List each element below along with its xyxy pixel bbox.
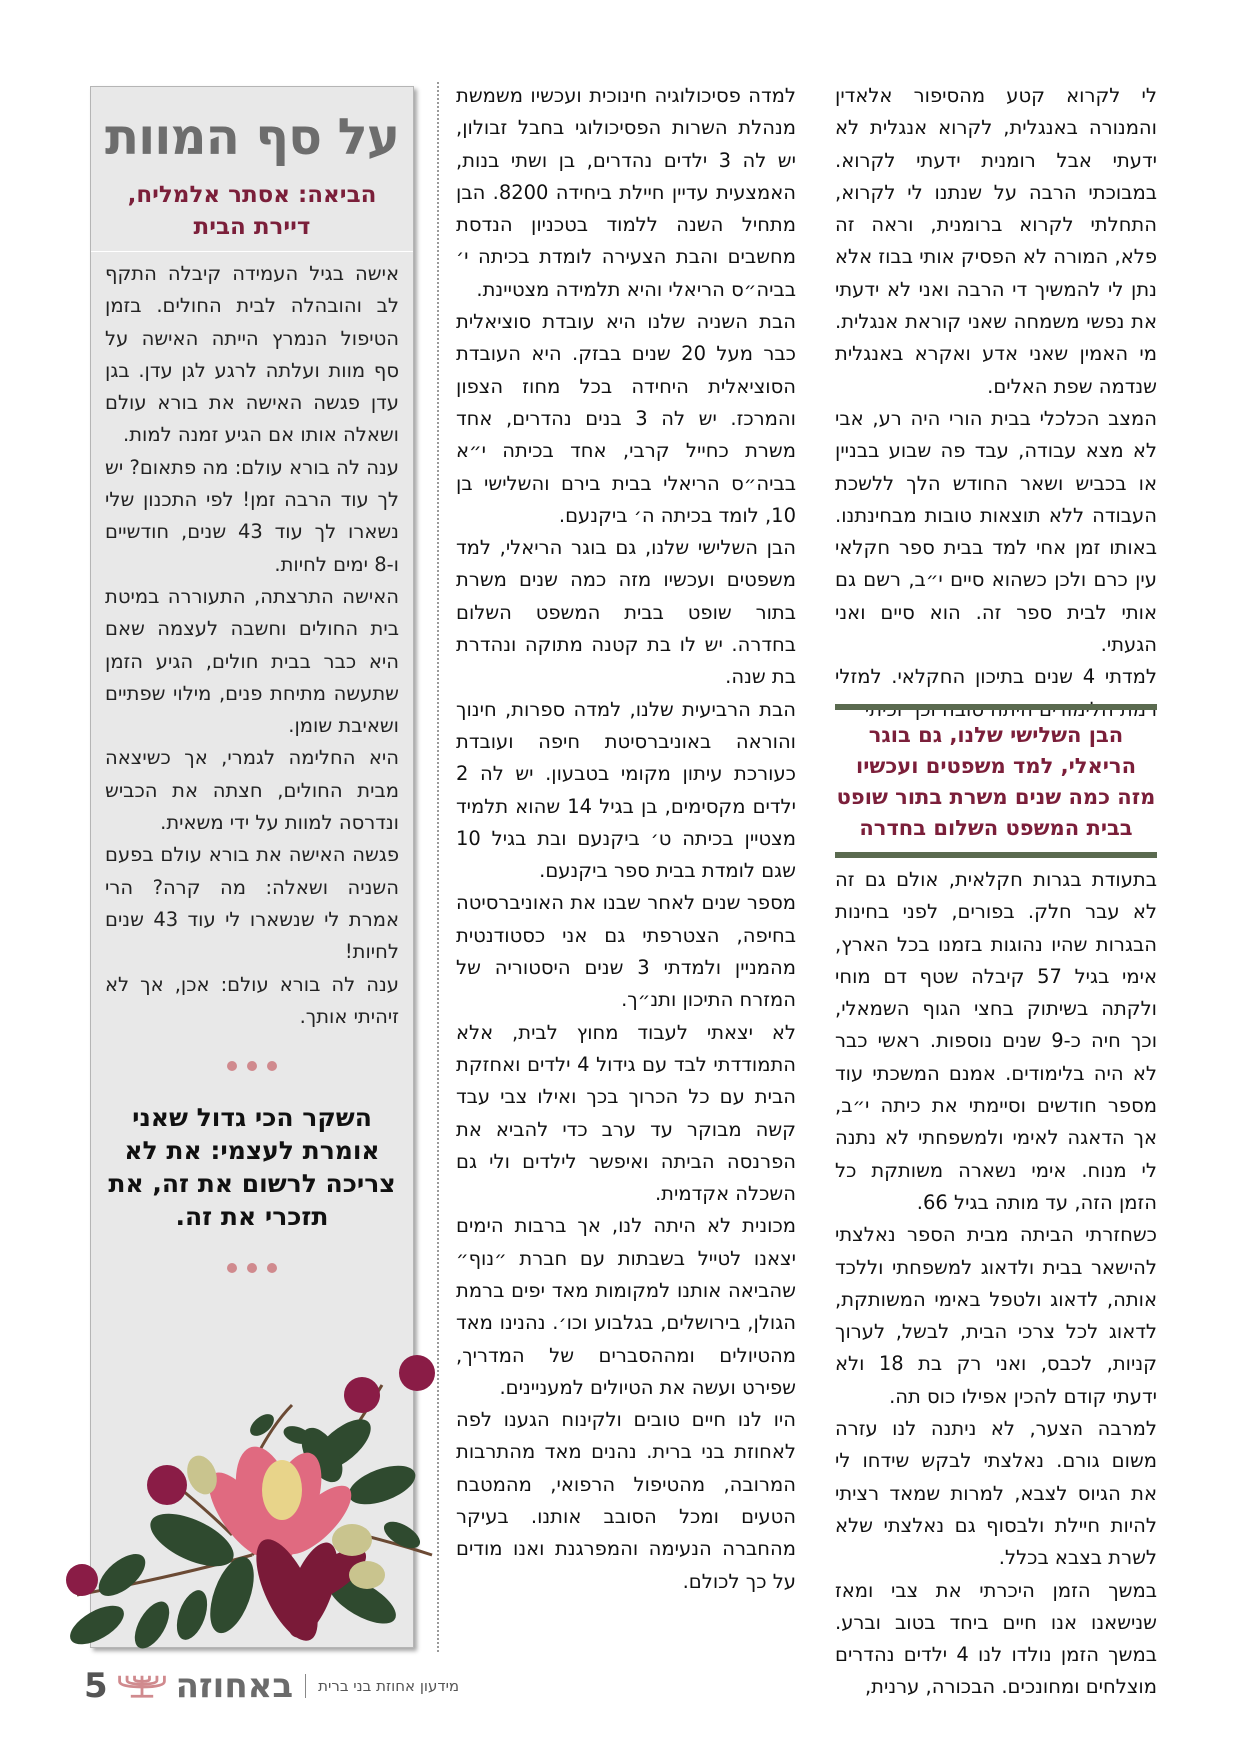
article-paragraph: הבת הרביעית שלנו, למדה ספרות, חינוך והוראה באוניברסיטת חיפה ועובדת כעורכת עיתון מקומי בטבעון. יש לה 2 ילדים מקסימים, בן בגיל 14 שהוא תלמיד מצטיין בכיתה ט׳ ביקנעם ובת בגיל 10 שגם לומדת בבית ספר ביקנעם. — [456, 697, 796, 883]
sidebar-title: על סף המוות — [104, 108, 400, 166]
article-column-right-top — [835, 80, 1157, 726]
footer-separator — [305, 1674, 306, 1698]
sidebar-content — [91, 87, 413, 1273]
sidebar-paragraph: אישה בגיל העמידה קיבלה התקף לב והובהלה לבית החולים. בזמן הטיפול הנמרץ הייתה האישה על סף מוות ועלתה לרגע לגן עדן. בגן עדן פגשה האישה את בורא עולם ושאלה אותו אם הגיע זמנה למות. — [105, 262, 399, 447]
page-number: 5 — [84, 1666, 108, 1706]
article-paragraph: מכונית לא היתה לנו, אך ברבות הימים יצאנו לטייל בשבתות עם חברת ״נוף״ שהביאה אותנו למקומות מאד יפים ברמת הגולן, בירושלים, בגלבוע וכו׳. נהנינו מאד מהטיולים ומההסברים של המדריך, שפירט ועשה את הטיולים למעניינים. — [456, 1214, 796, 1399]
dots-separator-bottom — [91, 1263, 413, 1273]
page-footer — [84, 1664, 504, 1708]
pull-quote: הבן השלישי שלנו, גם בוגר הריאלי, למד משפטים ועכשיו מזה כמה שנים משרת בתור שופט בבית המשפט השלום בחדרה — [835, 704, 1157, 858]
article-paragraph: היו לנו חיים טובים ולקינוח הגענו לפה לאחוזת בני ברית. נהנים מאד מהתרבות המרובה, מהטיפול הרפואי, מהמטבח הטעים ומכל הסובב אותנו. בעיקר מהחברה הנעימה והמפרגנת ואנו מודים על כך לכולם. — [456, 1408, 796, 1593]
sidebar-paragraph: האישה התרצתה, התעוררה במיטת בית החולים וחשבה לעצמה שאם היא כבר בבית חולים, הגיע הזמן שתעשה מתיחת פנים, מילוי שפתיים ושאיבת שומן. — [105, 584, 399, 738]
article-paragraph: הבת השניה שלנו היא עובדת סוציאלית כבר מעל 20 שנים בבזק. היא העובדת הסוציאלית היחידה בכל מחוז הצפון והמרכז. יש לה 3 בנים נהדרים, אחד משרת כחייל קרבי, אחד בכיתה י״א בביה״ס הריאלי בבית בירם והשלישי בן 10, לומד בכיתה ה׳ ביקנעם. — [456, 310, 796, 527]
sidebar-byline: הביאה: אסתר אלמליח, דיירת הבית — [127, 182, 377, 240]
sidebar-separator — [91, 251, 413, 252]
article-paragraph: הבן השלישי שלנו, גם בוגר הריאלי, למד משפטים ועכשיו מזה כמה שנים משרת בתור שופט בבית המשפט השלום בחדרה. יש לו בת קטנה מתוקה ונהדרת בת שנה. — [456, 536, 796, 689]
article-paragraph: המצב הכלכלי בבית הורי היה רע, אבי לא מצא עבודה, עבד פה שבוע בבניין או בכביש ושאר החודש הלך ללשכת העבודה ללא תוצאות טובות מבחינתנו. באותו זמן אחי למד בבית ספר חקלאי עין כרם ולכן כשהוא סיים י״ב, רשם גם אותי לבית ספר זה. הוא סיים ואני הגעתי. — [835, 406, 1157, 657]
column-divider — [437, 82, 439, 1652]
sidebar-paragraph: פגשה האישה את בורא עולם בפעם השניה ושאלה: מה קרה? הרי אמרת לי שנשארו לי עוד 43 שנים לחיות! — [105, 843, 399, 964]
article-paragraph: לא יצאתי לעבוד מחוץ לבית, אלא התמודדתי לבד עם גידול 4 ילדים ואחזקת הבית עם כל הכרוך בכך ואילו צבי עבד קשה מבוקר עד ערב כדי להביא את הפרנסה הביתה ואיפשר לילדים ולי גם השכלה אקדמית. — [456, 1020, 796, 1206]
dots-separator-top — [91, 1061, 413, 1071]
article-column-middle — [456, 80, 796, 1598]
sidebar-body — [105, 258, 399, 1033]
article-paragraph: למדה פסיכולוגיה חינוכית ועכשיו משמשת מנהלת השרות הפסיכולוגי בחבל זבולון, יש לה 3 ילדים נהדרים, בן ושתי בנות, האמצעית עדיין חיילת ביחידה 8200. הבן מתחיל השנה ללמוד בטכניון הנדסת מחשבים והבת הצעירה לומדת בכיתה י׳ בביה״ס הריאלי והיא תלמידה מצטיינת. — [456, 84, 796, 301]
sidebar-paragraph: ענה לה בורא עולם: אכן, אך לא זיהיתי אותך. — [105, 972, 399, 1028]
sidebar-paragraph: היא החלימה לגמרי, אך כשיצאה מבית החולים, חצתה את הכביש ונדרסה למוות על ידי משאית. — [105, 746, 399, 835]
menorah-icon — [114, 1671, 170, 1701]
article-paragraph: בתעודת בגרות חקלאית, אולם גם זה לא עבר חלק. בפורים, לפני בחינות הבגרות שהיו נהוגות בזמנו בכל הארץ, אימי בגיל 57 קיבלה שטף דם מוחי ולקתה בשיתוק בחצי הגוף השמאלי, וכך חיה כ-9 שנים נוספות. ראשי כבר לא היה בלימודים. אמנם המשכתי עוד מספר חודשים וסיימתי את כיתה י״ב, אך הדאגה לאימי ולמשפחתי לא נתנה לי מנוח. אימי נשארה משותקת כל הזמן הזה, עד מותה בגיל 66. — [835, 868, 1158, 1214]
article-paragraph: כשחזרתי הביתה מבית הספר נאלצתי להישאר בבית ולדאוג למשפחתי וללכד אותה, לדאוג ולטפל באימי המשותקת, לדאוג לכל צרכי הבית, לבשל, לערוך קניות, לכבס, ואני רק בת 18 ולא ידעתי קודם להכין אפילו כוס תה. — [835, 1223, 1157, 1408]
footer-logo: באחוזה — [175, 1666, 294, 1706]
article-paragraph: למדתי 4 שנים בתיכון החקלאי. למזלי רמת הלימודים היתה טובה וכך זכיתי — [835, 665, 1157, 721]
flower-illustration — [62, 1345, 442, 1665]
article-paragraph: במשך הזמן היכרתי את צבי ומאז שנישאנו אנו חיים ביחד בטוב וברע. במשך הזמן נולדו לנו 4 ילדים נהדרים מוצלחים ומחונכים. הבכורה, ערנית, — [835, 1578, 1157, 1699]
article-column-right-bottom — [835, 864, 1157, 1704]
article-paragraph: למרבה הצער, לא ניתנה לנו עזרה משום גורם. נאלצתי לבקש שידחו לי את הגיוס לצבא, למרות שמאד רציתי להיות חיילת ולבסוף גם נאלצתי שלא לשרת בצבא בכלל. — [835, 1417, 1157, 1570]
sidebar-paragraph: ענה לה בורא עולם: מה פתאום? יש לך עוד הרבה זמן! לפי התכנון שלי נשארו לך עוד 43 שנים, חודשיים ו-8 ימים לחיות. — [105, 455, 399, 576]
footer-tagline: מידעון אחוזת בני ברית — [318, 1677, 460, 1695]
article-paragraph: לי לקרוא קטע מהסיפור אלאדין והמנורה באנגלית, לקרוא אנגלית לא ידעתי אבל רומנית ידעתי לקרוא. במבוכתי הרבה על שנתנו לי לקרוא, התחלתי לקרוא ברומנית, וראה זה פלא, המורה לא הפסיק אותי בבוז אלא נתן לי להמשיך די הרבה ואני לא ידעתי את נפשי משמחה שאני קוראת אנגלית. מי האמין שאני אדע ואקרא באנגלית שנדמה שפת האלים. — [835, 84, 1157, 398]
sidebar-quote: השקר הכי גדול שאני אומרת לעצמי: את לא צריכה לרשום את זה, את תזכרי את זה. — [108, 1103, 396, 1232]
article-paragraph: מספר שנים לאחר שבנו את האוניברסיטה בחיפה, הצטרפתי גם אני כסטודנטית מהמניין ולמדתי 3 שנים היסטוריה של המזרח התיכון ותנ״ך. — [456, 891, 796, 1012]
